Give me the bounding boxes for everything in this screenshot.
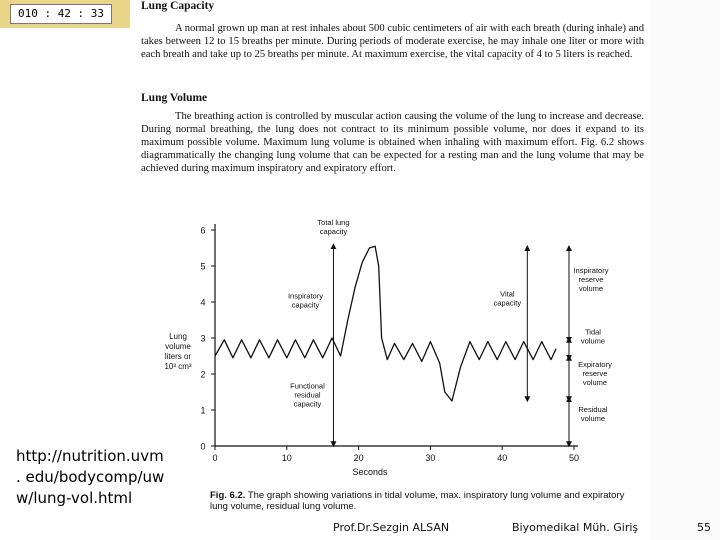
annotation-tidal: Tidal [584, 327, 601, 337]
source-line-3: w/lung-vol.html [16, 489, 133, 507]
source-line-1: http://nutrition.uvm [16, 447, 164, 465]
heading-lung-volume: Lung Volume [141, 92, 208, 104]
y-tick-label: 6 [200, 225, 206, 236]
source-url[interactable] [16, 446, 212, 509]
series-lung-volume-line [215, 246, 556, 401]
y-tick-label: 3 [200, 333, 206, 344]
x-tick-label: 30 [425, 453, 436, 463]
chart-layer [164, 218, 612, 477]
x-axis-label: Seconds [352, 467, 388, 477]
annotation-functional-residual: residual [294, 390, 321, 400]
timer-display: 010 : 42 : 33 [10, 4, 112, 24]
annotation-functional-residual: capacity [293, 399, 322, 409]
annotation-erv: Expiratory [578, 359, 612, 369]
paragraph-lung-volume-text: The breathing action is controlled by muscular action causing the volume of the lung to increase and decrease. During normal breathing, the lung does not contract to its minimum possible volume, nor does it expand to its maximum possible volume. Maximum lung volume is obtained when inhaling with maximum effort. Fig. 6.2 shows diagrammatically the changing lung volume that can be expected for a resting man and the lung volume that may be achieved during maximum inspiratory and expiratory effort. [141, 111, 644, 174]
x-tick-label: 40 [497, 453, 508, 463]
x-tick-label: 50 [568, 453, 580, 463]
footer-course: Biyomedikal Müh. Giriş [512, 521, 639, 534]
y-tick-label: 0 [200, 441, 206, 452]
y-axis-label-line: 10³ cm³ [164, 362, 192, 371]
annotation-inspiratory-capacity: capacity [291, 300, 320, 310]
annotation-vital-capacity: capacity [493, 298, 522, 308]
x-tick-label: 20 [353, 453, 364, 463]
footer-author: Prof.Dr.Sezgin ALSAN [333, 521, 450, 534]
heading-lung-capacity: Lung Capacity [141, 0, 215, 12]
paragraph-lung-capacity-text: A normal grown up man at rest inhales about 500 cubic centimeters of air with each breath (during inhale) and takes between 12 to 15 breaths per minute. During periods of moderate exercise, he may inhale one liter or more with each breath and take up to 25 breaths per minute. At maximum exercise, the vital capacity of 4 to 5 liters is reached. [141, 23, 644, 60]
annotation-erv: volume [582, 377, 608, 387]
y-tick-label: 2 [200, 369, 206, 380]
annotation-total-capacity: Total lung [317, 218, 350, 227]
annotation-irv: volume [578, 284, 604, 294]
annotation-irv: reserve [578, 275, 604, 285]
footer-page-number: 55 [697, 521, 711, 534]
x-tick-label: 10 [281, 453, 292, 463]
y-tick-label: 4 [200, 297, 206, 308]
figure-caption [210, 490, 630, 512]
annotation-irv: Inspiratory [573, 266, 609, 276]
y-tick-label: 5 [200, 261, 206, 272]
annotation-erv: reserve [582, 368, 608, 378]
annotation-tidal: volume [580, 336, 606, 346]
annotation-vital-capacity: Vital [500, 289, 515, 299]
y-axis-label-line: Lung [169, 332, 187, 341]
y-tick-label: 1 [200, 405, 206, 416]
annotation-total-capacity: capacity [319, 227, 348, 236]
annotation-residual: volume [580, 413, 606, 423]
annotation-functional-residual: Functional [290, 381, 325, 391]
caption-label: Fig. 6.2. [210, 490, 246, 501]
annotation-residual: Residual [578, 404, 608, 414]
x-tick-label: 0 [212, 453, 218, 463]
y-axis-label-line: volume [165, 342, 191, 351]
y-axis-label-line: liters or [164, 352, 192, 361]
caption-text: The graph showing variations in tidal volume, max. inspiratory lung volume and expiratory lung volume, residual lung volume. [210, 490, 625, 512]
annotation-inspiratory-capacity: Inspiratory [287, 291, 323, 301]
source-line-2: . edu/bodycomp/uw [16, 468, 165, 486]
